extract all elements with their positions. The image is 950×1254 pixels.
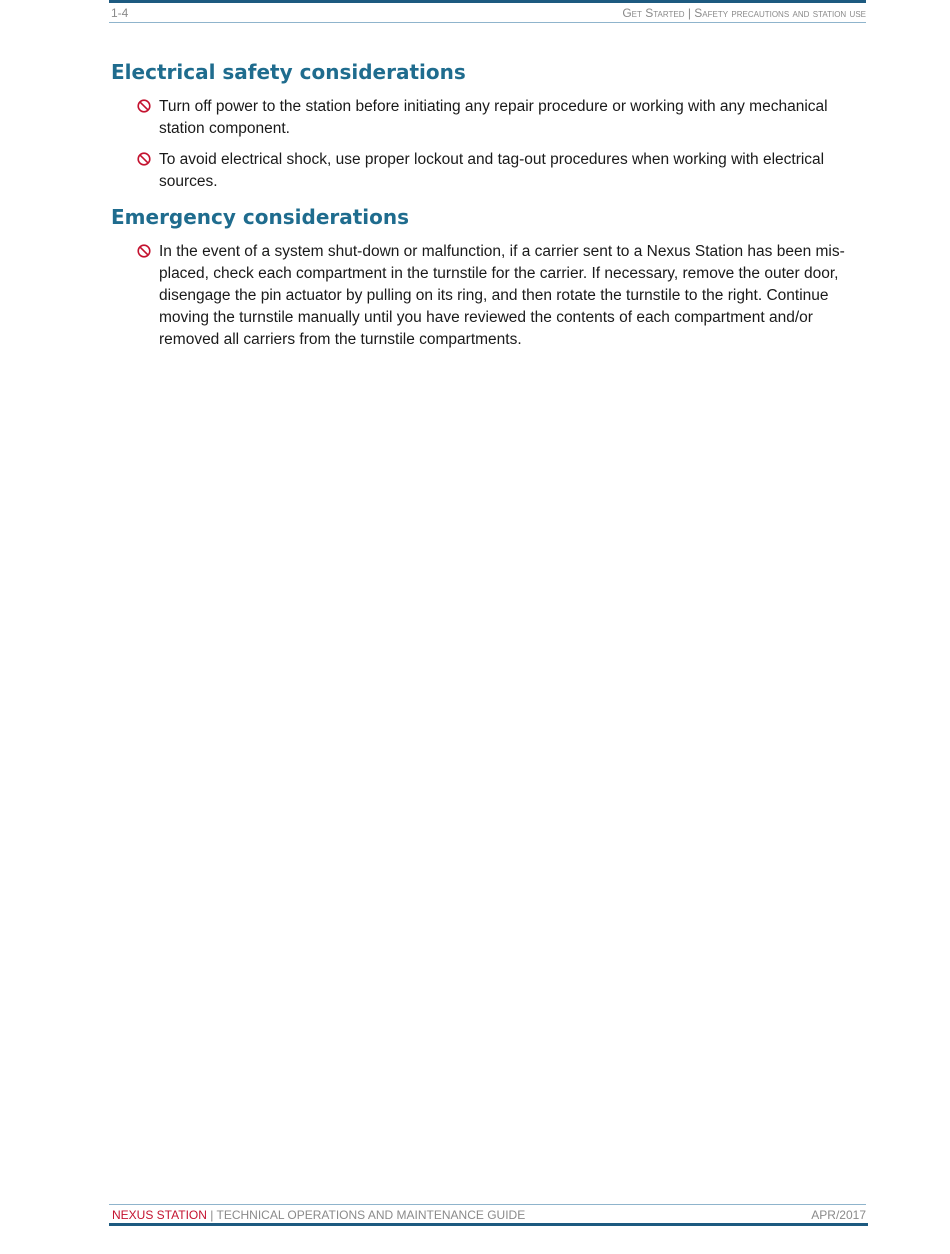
list-item-text: In the event of a system shut-down or malfunction, if a carrier sent to a Nexus Station has been mis-placed, check each compartment in the turnstile for the carrier. If necessary, remove the outer door, disengage the pin actuator by pulling on its ring, and then rotate the turnstile to the right. Continue moving the turnstile manually until you have reviewed the contents of each compartment and/or removed all carriers from the turnstile compartments. xyxy=(159,243,845,348)
publication-date: APR/2017 xyxy=(811,1208,866,1222)
header-top-bar xyxy=(109,0,866,3)
list-item-text: To avoid electrical shock, use proper lockout and tag-out procedures when working with electrical sources. xyxy=(159,151,825,190)
page-footer xyxy=(109,1202,868,1228)
running-head: Get Started | Safety precautions and station use xyxy=(622,6,866,20)
prohibition-icon xyxy=(137,244,151,258)
footer-separator: | xyxy=(210,1208,214,1222)
page-header xyxy=(109,0,866,24)
page-content xyxy=(111,58,866,360)
page-number: 1-4 xyxy=(111,6,129,20)
footer-rule xyxy=(109,1204,866,1205)
emergency-list xyxy=(111,241,866,351)
footer-title xyxy=(112,1208,525,1222)
list-item-text: Turn off power to the station before initiating any repair procedure or working with any mechanical station component. xyxy=(159,98,828,137)
prohibition-icon xyxy=(137,152,151,166)
header-rule xyxy=(109,22,866,23)
section-heading-electrical: Electrical safety considerations xyxy=(111,60,466,84)
list-item xyxy=(111,149,866,193)
footer-bottom-bar xyxy=(109,1223,868,1226)
prohibition-icon xyxy=(137,99,151,113)
list-item xyxy=(111,241,866,351)
brand-name: NEXUS STATION xyxy=(112,1208,207,1222)
section-heading-emergency: Emergency considerations xyxy=(111,205,410,229)
electrical-safety-list xyxy=(111,96,866,193)
list-item xyxy=(111,96,866,140)
guide-title: TECHNICAL OPERATIONS AND MAINTENANCE GUIDE xyxy=(216,1208,526,1222)
